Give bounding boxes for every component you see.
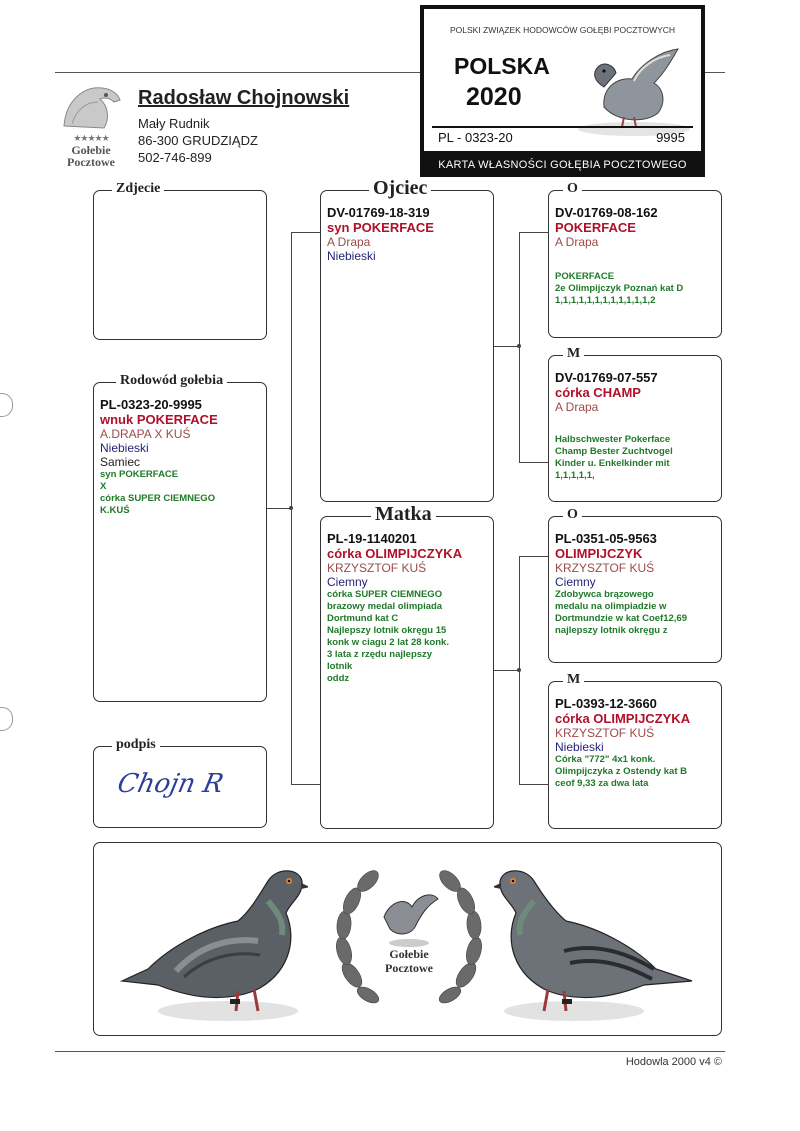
pigeon-box [93,373,267,702]
photo-box [93,181,267,340]
ff-box [548,181,722,338]
fm-name: córka CHAMP [555,385,641,400]
right-pigeon-icon [494,851,694,1026]
father-content [327,205,489,263]
ownership-card [420,5,705,177]
mother-ring: PL-19-1140201 [327,531,417,546]
ff-note-2: 2e Olimpijczyk Poznań kat D [555,283,684,294]
fm-box [548,346,722,502]
connector-dot-mother [517,668,521,672]
owner-phone: 502-746-899 [138,150,212,165]
banner-text-1: Gołebie [389,947,429,961]
mother-note-3: Dortmund kat C [327,613,399,624]
signature-box [93,737,267,828]
ff-breeder: A Drapa [555,235,599,249]
mother-label: Matka [371,503,436,526]
mf-note-2: medalu na olimpiadzie w [555,601,667,612]
card-country: POLSKA [454,53,550,79]
fm-breeder: A Drapa [555,400,599,414]
father-box [320,177,494,502]
connector-mother [291,784,321,785]
mm-content [555,696,717,790]
logo-stars: ★★★★★ [73,133,109,143]
connector-fm [519,462,549,463]
mm-note-3: ceof 9,33 za dwa lata [555,778,649,789]
fm-content [555,370,717,482]
mf-note-3: Dortmundzie w kat Coef12,69 [555,613,687,624]
mf-note-1: Zdobywca brązowego [555,589,654,600]
mf-box [548,507,722,663]
card-footer: KARTA WŁASNOŚCI GOŁĘBIA POCZTOWEGO [438,159,687,171]
card-ring-left: PL - 0323-20 [438,130,513,145]
card-inner [424,9,701,151]
mother-note-4: Najlepszy lotnik okręgu 15 [327,625,447,636]
mm-label: M [563,672,584,688]
ff-content [555,205,717,307]
pigeon-content [100,397,262,517]
wreath-emblem-icon [324,855,494,1025]
logo-text-2: Pocztowe [67,155,115,169]
pigeon-note-3: córka SUPER CIEMNEGO [100,493,216,504]
mother-note-5: konk w ciagu 2 lat 28 konk. [327,637,449,648]
signature-handwriting: Chojn R [114,769,227,799]
father-color: Niebieski [327,249,376,263]
mm-name: córka OLIMPIJCZYKA [555,711,691,726]
punch-hole-bottom [0,707,13,731]
footer-rule [55,1051,725,1052]
logo-text-1: Gołebie [71,143,111,157]
mf-ring: PL-0351-05-9563 [555,531,657,546]
mm-breeder: KRZYSZTOF KUŚ [555,726,655,740]
fm-ring: DV-01769-07-557 [555,370,658,385]
pigeon-name: wnuk POKERFACE [100,412,218,427]
mother-note-7: lotnik [327,661,353,672]
mm-note-2: Olimpijczyka z Ostendy kat B [555,766,687,777]
mf-content [555,531,717,637]
fm-note-3: Kinder u. Enkelkinder mit [555,458,670,469]
pigeon-label: Rodowód gołebia [116,373,227,389]
left-pigeon-icon [118,851,308,1026]
banner-text-2: Pocztowe [385,961,433,975]
mf-name: OLIMPIJCZYK [555,546,643,561]
father-breeder: A Drapa [327,235,371,249]
footer-text: Hodowla 2000 v4 © [625,1056,722,1068]
connector-mf [519,556,549,557]
fm-note-4: 1,1,1,1,1, [555,470,595,481]
owner-name: Radosław Chojnowski [138,87,350,109]
mother-content [327,531,489,685]
father-label: Ojciec [369,177,431,200]
mother-note-2: brazowy medal olimpiada [327,601,443,612]
connector-dot-main [289,506,293,510]
owner-logo [58,80,124,169]
card-year: 2020 [466,83,522,111]
fm-note-1: Halbschwester Pokerface [555,434,671,445]
mother-name: córka OLIMPIJCZYKA [327,546,463,561]
connector-dot-father [517,344,521,348]
connector-ff [519,232,549,233]
pigeon-note-2: X [100,481,107,492]
mf-color: Ciemny [555,575,596,589]
ff-label: O [563,181,582,197]
ff-ring: DV-01769-08-162 [555,205,658,220]
card-header: POLSKI ZWIĄZEK HODOWCÓW GOŁĘBI POCZTOWYCH [449,25,676,35]
mother-note-6: 3 lata z rzędu najlepszy [327,649,433,660]
owner-address-1: Mały Rudnik [138,116,210,131]
pigeon-note-1: syn POKERFACE [100,469,179,480]
pigeon-sex: Samiec [100,455,141,469]
pigeon-color: Niebieski [100,441,149,455]
mother-color: Ciemny [327,575,368,589]
punch-hole-top [0,393,13,417]
mm-box [548,672,722,829]
mother-box [320,503,494,829]
father-ring: DV-01769-18-319 [327,205,430,220]
photo-label: Zdjecie [112,181,164,197]
ff-name: POKERFACE [555,220,636,235]
mother-breeder: KRZYSZTOF KUŚ [327,561,427,575]
pigeon-note-4: K.KUŚ [100,505,130,516]
mother-note-8: oddz [327,673,350,684]
mm-color: Niebieski [555,740,604,754]
ff-note-1: POKERFACE [555,271,615,282]
pigeon-ring: PL-0323-20-9995 [100,397,202,412]
mm-note-1: Córka "772" 4x1 konk. [555,754,656,765]
mf-breeder: KRZYSZTOF KUŚ [555,561,655,575]
owner-address-2: 86-300 GRUDZIĄDZ [138,133,258,148]
banner-box [93,842,722,1036]
ff-note-3: 1,1,1,1,1,1,1,1,1,1,1,1,2 [555,295,656,306]
pigeon-breeder: A.DRAPA X KUŚ [100,427,191,441]
card-pigeon-icon [574,37,694,137]
card-ring-rule [432,126,693,128]
mother-note-1: córka SUPER CIEMNEGO [327,589,443,600]
mf-label: O [563,507,582,523]
mm-ring: PL-0393-12-3660 [555,696,657,711]
pigeon-head-icon [58,80,124,132]
mf-note-4: najlepszy lotnik okręgu z [555,625,668,636]
connector-mm [519,784,549,785]
fm-note-2: Champ Bester Zuchtvogel [555,446,673,457]
father-name: syn POKERFACE [327,220,434,235]
connector-father [291,232,321,233]
signature-label: podpis [112,737,160,753]
fm-label: M [563,346,584,362]
card-ring-right: 9995 [656,130,685,145]
